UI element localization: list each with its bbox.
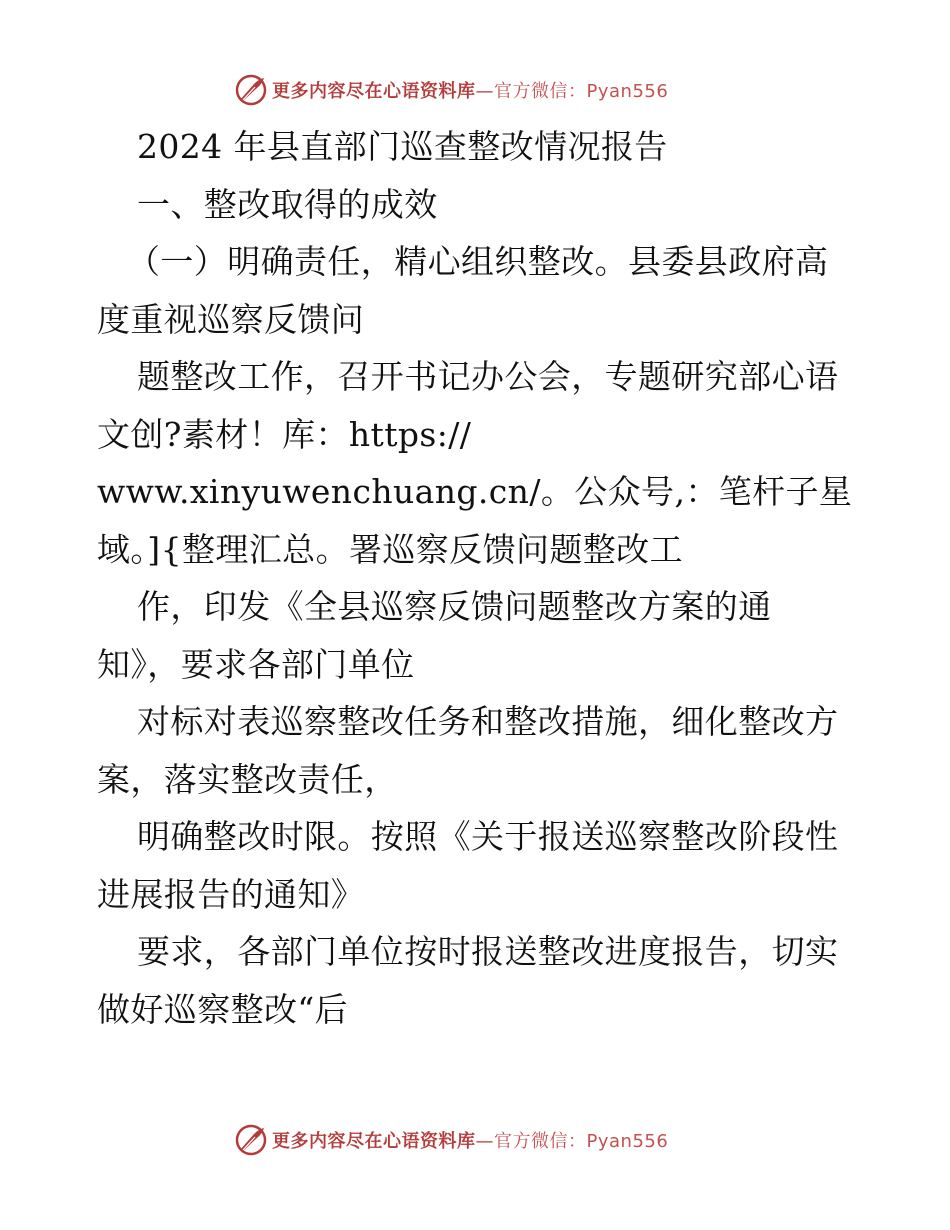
quill-pen-logo-icon [234,1123,268,1157]
watermark-dash: — [475,1131,494,1152]
watermark-text [272,77,668,103]
watermark-text [272,1127,668,1153]
document-body [97,118,857,1038]
text-line: 知》，要求各部门单位 [97,644,415,684]
text-line: 文创?素材！库：https:// [97,414,472,454]
watermark-main: 更多内容尽在心语资料库 [272,81,476,102]
text-line: 进展报告的通知》 [97,874,365,914]
text-line: 度重视巡察反馈问 [97,299,365,339]
watermark-dash: — [475,81,494,102]
watermark-wechat-label: 官方微信： [494,81,587,102]
text-line: 案，落实整改责任， [97,759,398,799]
text-line: 做好巡察整改“后 [97,989,349,1029]
text-line: 对标对表巡察整改任务和整改措施，细化整改方 [137,702,839,741]
document-title: 2024 年县直部门巡查整改情况报告 [137,127,668,166]
watermark-wechat-label: 官方微信： [494,1131,587,1152]
watermark-wechat-id: Pyan556 [586,81,669,102]
header-watermark-banner [234,70,714,110]
text-line: （一）明确责任，精心组织整改。县委县政府高 [127,242,829,281]
text-line: 域。]{整理汇总。署巡察反馈问题整改工 [97,529,683,569]
watermark-main: 更多内容尽在心语资料库 [272,1131,476,1152]
quill-pen-logo-icon [234,73,268,107]
text-line: www.xinyuwenchuang.cn/。公众号,：笔杆子星 [97,472,853,511]
text-line: 题整改工作，召开书记办公会，专题研究部心语 [137,357,839,396]
text-line: 明确整改时限。按照《关于报送巡察整改阶段性 [137,817,839,856]
section-heading: 一、整改取得的成效 [137,184,438,224]
footer-watermark-banner [234,1120,714,1160]
text-line: 要求，各部门单位按时报送整改进度报告，切实 [137,932,839,971]
watermark-wechat-id: Pyan556 [586,1131,669,1152]
text-line: 作，印发《全县巡察反馈问题整改方案的通 [137,587,772,626]
